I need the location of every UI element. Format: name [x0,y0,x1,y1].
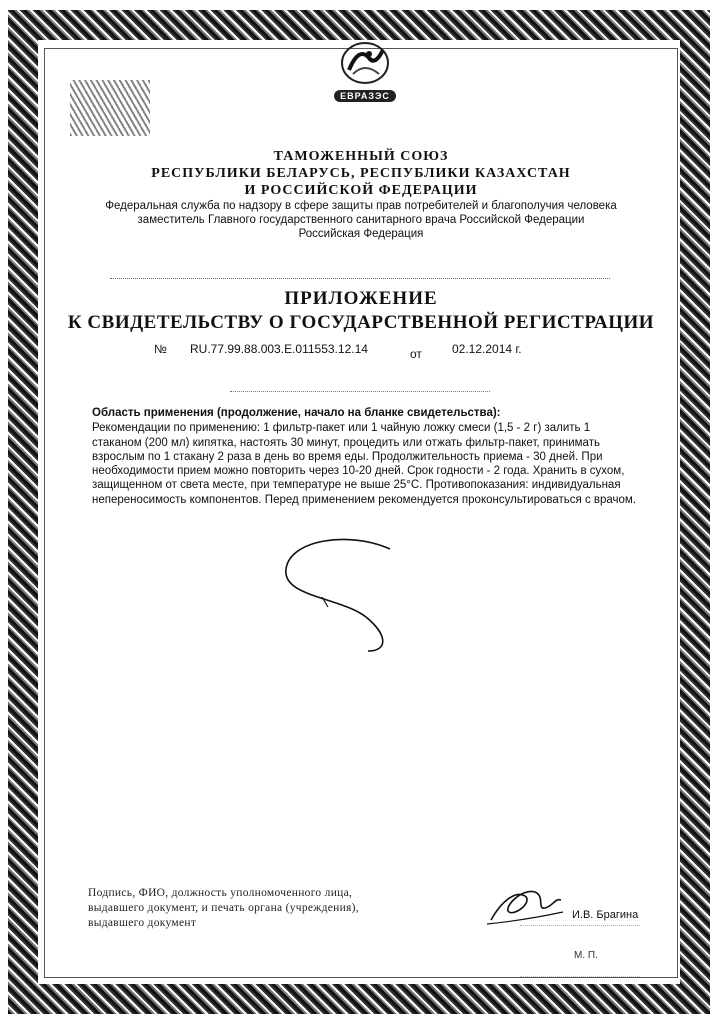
document-header [60,148,662,241]
document-title [40,287,682,335]
registration-date: 02.12.2014 г. [452,342,522,356]
body-text: Рекомендации по применению: 1 фильтр-пакет или 1 чайную ложку смеси (1,5 - 2 г) залить 1 стаканом (200 мл) кипятка, настоять 30 минут, процедить или отжать фильтр-пакет, принимать взрослым по 1 стакану 2 раза в день во время еды. Продолжительность приема - 30 дней. При необходимости прием можно повторить через 10-20 дней. Срок годности - 2 года. Хранить в сухом, защищенном от света месте, при температуре не выше 25°С. Противопоказания: индивидуальная непереносимость компонентов. Перед применением рекомендуется проконсультироваться с врачом. [92,422,637,506]
union-line-3: И РОССИЙСКОЙ ФЕДЕРАЦИИ [244,183,478,198]
registration-date-label: от [410,347,422,361]
cancellation-scribble [270,535,410,655]
registration-number: RU.77.99.88.003.Е.011553.12.14 [190,342,368,356]
union-line-1: ТАМОЖЕННЫЙ СОЮЗ [273,149,449,164]
faint-caption-line-2 [230,385,490,392]
signature-caption: Подпись, ФИО, должность уполномоченного лица, выдавшего документ, и печать органа (учреждения), выдавшего документ [88,887,359,929]
agency-line-2: заместитель Главного государственного санитарного врача Российской Федерации [137,214,585,226]
signer-name: И.В. Брагина [572,909,639,921]
guilloche-corner-pattern [70,80,150,136]
title-line-1: ПРИЛОЖЕНИЕ [284,288,438,309]
agency-line-1: Федеральная служба по надзору в сфере защиты прав потребителей и благополучия человека [105,200,617,212]
logo-label: ЕВРАЗЭС [334,90,396,102]
agency-line-3: Российская Федерация [298,228,424,240]
title-line-2: К СВИДЕТЕЛЬСТВУ О ГОСУДАРСТВЕННОЙ РЕГИСТРАЦИИ [67,312,655,333]
evrazes-logo [320,40,410,110]
registration-number-label: № [154,342,167,356]
stamp-mark: М. П. [574,950,598,961]
emblem-icon [339,40,391,86]
document-body [92,406,640,507]
body-heading: Область применения (продолжение, начало на бланке свидетельства): [92,407,501,419]
faint-caption-line [110,270,610,279]
union-line-2: РЕСПУБЛИКИ БЕЛАРУСЬ, РЕСПУБЛИКИ КАЗАХСТАН [151,166,571,181]
